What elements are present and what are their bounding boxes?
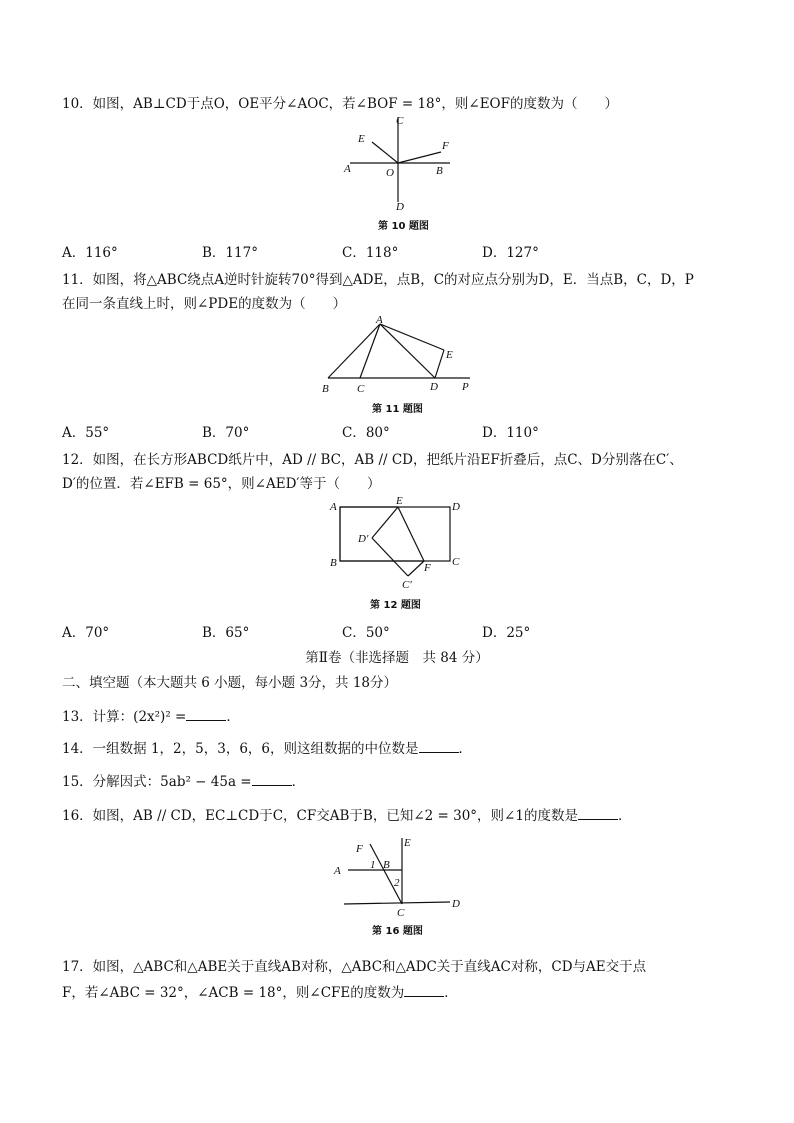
q16-caption: 第 16 题图 <box>372 926 423 937</box>
q16-label-B: B <box>383 859 390 871</box>
q16-label-E: E <box>404 837 411 849</box>
q11-caption: 第 11 题图 <box>372 404 423 415</box>
q10-option-d: D．127° <box>482 245 539 261</box>
q11-label-B: B <box>322 383 329 395</box>
section2-heading: 二、填空题（本大题共 6 小题，每小题 3分，共 18分） <box>62 675 398 691</box>
q10-caption: 第 10 题图 <box>378 221 429 232</box>
q10-option-c: C．118° <box>342 245 399 261</box>
q11-label-A: A <box>376 314 383 326</box>
q12-label-E: E <box>396 495 403 507</box>
q12-stem-line1: 12．如图，在长方形ABCD纸片中，AD // BC，AB // CD，把纸片沿EF折叠后，点C、D分别落在C′、 <box>62 452 683 468</box>
q12-stem-line2: D′的位置．若∠EFB = 65°，则∠AED′等于（ ） <box>62 476 381 492</box>
q15-blank <box>252 773 292 786</box>
q11-label-E: E <box>446 349 453 361</box>
q14: 14．一组数据 1，2，5，3，6，6，则这组数据的中位数是 ． <box>62 741 473 757</box>
q16: 16．如图，AB // CD，EC⊥CD于C，CF交AB于B，已知∠2 = 30°，则∠1的度数是 ． <box>62 808 632 824</box>
q11-option-d: D．110° <box>482 425 539 441</box>
q17-line1: 17．如图，△ABC和△ABE关于直线AB对称，△ABC和△ADC关于直线AC对称，CD与AE交于点 <box>62 959 647 975</box>
q12-label-A: A <box>330 501 337 513</box>
q10-label-A: A <box>344 163 351 175</box>
q12-option-c: C．50° <box>342 625 390 641</box>
q11-figure <box>318 312 478 402</box>
q11-label-C: C <box>357 383 365 395</box>
q16-label-C: C <box>397 907 405 919</box>
q10-label-E: E <box>358 133 365 145</box>
q17-line2: F，若∠ABC = 32°，∠ACB = 18°，则∠CFE的度数为 <box>62 985 405 1001</box>
section2-title: 第Ⅱ卷（非选择题 共 84 分） <box>305 650 489 666</box>
q16-label-A: A <box>334 865 341 877</box>
q11-stem-line2: 在同一条直线上时，则∠PDE的度数为（ ） <box>62 296 347 312</box>
q12-label-D1: D′ <box>358 533 369 545</box>
q16-label-D: D <box>452 898 460 910</box>
q16-label-F: F <box>356 843 363 855</box>
q13-text: 13．计算：(2x²)² = <box>62 709 187 725</box>
q10-label-F: F <box>442 140 449 152</box>
q16-text: 16．如图，AB // CD，EC⊥CD于C，CF交AB于B，已知∠2 = 30°，则∠1的度数是 <box>62 808 578 824</box>
q16-angle-2: 2 <box>394 877 400 889</box>
q16-blank <box>578 807 618 820</box>
q11-option-c: C．80° <box>342 425 390 441</box>
q11-option-b: B．70° <box>202 425 250 441</box>
q12-label-C: C <box>452 556 460 568</box>
q12-option-d: D．25° <box>482 625 531 641</box>
q15-text: 15．分解因式：5ab² − 45a = <box>62 774 252 790</box>
q10-figure <box>330 112 460 212</box>
q10-option-a: A．116° <box>62 245 118 261</box>
q10-option-b: B．117° <box>202 245 258 261</box>
q12-caption: 第 12 题图 <box>370 600 421 611</box>
q10-label-B: B <box>436 165 443 177</box>
q12-label-C1: C′ <box>402 579 412 591</box>
q13: 13．计算：(2x²)² = ． <box>62 709 240 725</box>
q10-label-O: O <box>386 167 394 179</box>
q10-stem: 10．如图，AB⊥CD于点O，OE平分∠AOC，若∠BOF = 18°，则∠EOF的度数为（ ） <box>62 96 618 112</box>
q15: 15．分解因式：5ab² − 45a = ． <box>62 774 306 790</box>
q12-label-B: B <box>330 557 337 569</box>
q11-label-P: P <box>462 381 469 393</box>
q12-label-F: F <box>424 562 431 574</box>
q11-stem-line1: 11．如图，将△ABC绕点A逆时针旋转70°得到△ADE，点B，C的对应点分别为D，E．当点B，C，D，P <box>62 272 694 288</box>
q10-label-C: C <box>396 115 404 127</box>
q10-label-D: D <box>396 201 404 213</box>
q14-text: 14．一组数据 1，2，5，3，6，6，则这组数据的中位数是 <box>62 741 419 757</box>
q12-option-b: B．65° <box>202 625 250 641</box>
q13-blank <box>186 708 226 721</box>
q16-angle-1: 1 <box>370 859 376 871</box>
q11-option-a: A．55° <box>62 425 110 441</box>
q17-line2-wrap: F，若∠ABC = 32°，∠ACB = 18°，则∠CFE的度数为 ． <box>62 985 458 1001</box>
q12-label-D: D <box>452 501 460 513</box>
q12-figure <box>326 494 466 592</box>
q11-label-D: D <box>430 381 438 393</box>
q12-option-a: A．70° <box>62 625 110 641</box>
q17-blank <box>404 984 444 997</box>
q14-blank <box>419 740 459 753</box>
q16-figure <box>330 830 470 920</box>
